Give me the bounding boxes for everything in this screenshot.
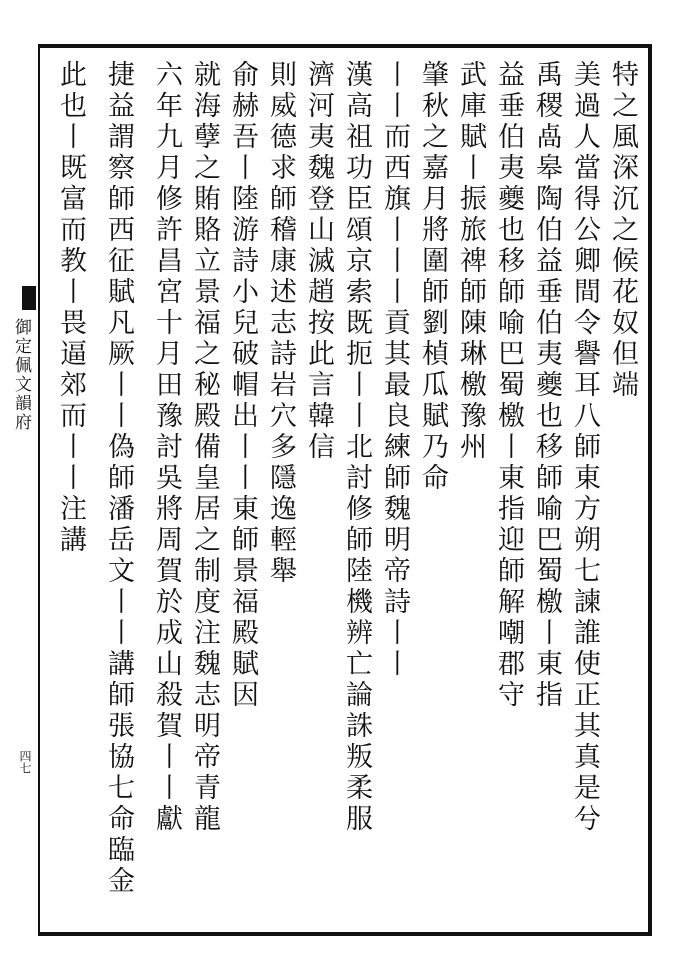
text-column: 肇秋之嘉月將圍師劉楨瓜賦乃命 — [417, 60, 448, 494]
frame-left — [38, 44, 40, 936]
text-column: 則威德求師稽康述志詩岩穴多隱逸輕舉 — [265, 60, 296, 587]
text-column: 俞赫吾丨陸游詩小兒破帽出丨丨東師景福殿賦因 — [227, 60, 258, 711]
text-column: 丨丨而西旗丨丨丨貢其最良練師魏明帝詩丨丨 — [379, 60, 410, 680]
text-column: 美過人當得公卿間令譽耳八師東方朔七諫誰使正其真是兮 — [569, 60, 600, 835]
text-column: 武庫賦丨振旅禆師陳琳檄豫州 — [455, 60, 486, 463]
text-column: 漢高祖功臣頌京索既扼丨丨北討修師陸機辨亡論誅叛柔服 — [341, 60, 372, 835]
text-column: 就海孽之賄賂立景福之秘殿備皇居之制度注魏志明帝青龍 — [189, 60, 220, 835]
frame-top — [38, 44, 650, 48]
text-column: 濟河夷魏登山滅趙按此言韓信 — [303, 60, 334, 463]
page-number: 四七 — [18, 750, 32, 774]
frame-right — [648, 44, 652, 936]
frame-bottom — [38, 932, 650, 936]
text-column: 禹稷卨皋陶伯益垂伯夷夔也移師喻巴蜀檄丨東指 — [531, 60, 562, 711]
text-column: 六年九月修許昌宮十月田豫討吳將周賀於成山殺賀丨丨獻 — [151, 60, 182, 835]
text-column: 益垂伯夷夔也移師喻巴蜀檄丨東指迎師解嘲郡守 — [493, 60, 524, 711]
margin-block — [22, 286, 36, 310]
margin-title: 御定佩文韻府 — [11, 318, 31, 432]
text-column: 捷益謂察師西征賦凡厥丨丨偽師潘岳文丨丨講師張協七命臨金 — [103, 60, 134, 897]
text-column: 此也丨既富而教丨畏逼郊而丨丨注講 — [55, 60, 86, 556]
text-column: 特之風深沉之候花奴但端 — [607, 60, 638, 401]
